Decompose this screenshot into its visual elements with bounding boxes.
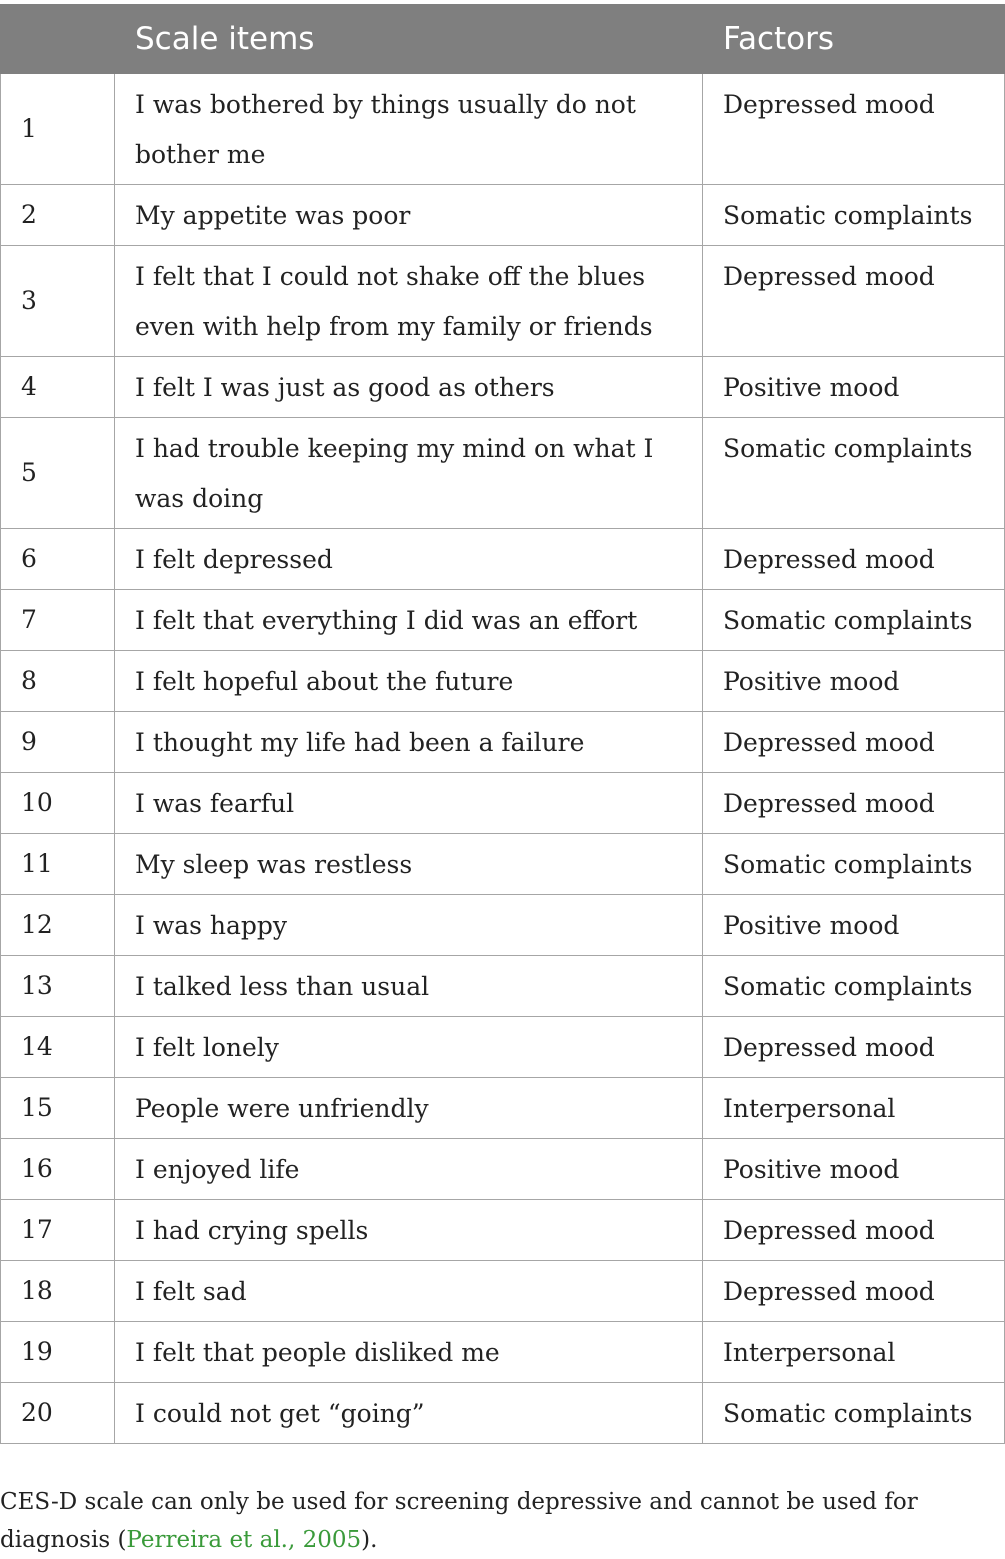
factor-label: Somatic complaints <box>703 1383 1005 1444</box>
factor-label: Positive mood <box>703 357 1005 418</box>
table-row <box>1 74 1005 185</box>
table-row <box>1 773 1005 834</box>
scale-item-text: I felt hopeful about the future <box>115 651 703 712</box>
row-number: 2 <box>1 185 115 246</box>
scale-item-text: I was bothered by things usually do not bother me <box>115 74 703 185</box>
factor-label: Positive mood <box>703 895 1005 956</box>
factor-label: Depressed mood <box>703 1261 1005 1322</box>
scale-item-text: My appetite was poor <box>115 185 703 246</box>
table-row <box>1 357 1005 418</box>
factor-label: Depressed mood <box>703 74 1005 185</box>
factor-label: Depressed mood <box>703 712 1005 773</box>
table-header-row <box>1 5 1005 74</box>
scale-item-text: I thought my life had been a failure <box>115 712 703 773</box>
row-number: 16 <box>1 1139 115 1200</box>
scale-item-text: My sleep was restless <box>115 834 703 895</box>
factor-label: Interpersonal <box>703 1322 1005 1383</box>
row-number: 4 <box>1 357 115 418</box>
citation-link[interactable]: Perreira et al., 2005 <box>126 1527 362 1553</box>
table-row <box>1 895 1005 956</box>
table-body <box>1 74 1005 1444</box>
table-row <box>1 712 1005 773</box>
row-number: 6 <box>1 529 115 590</box>
table-row <box>1 185 1005 246</box>
table-row <box>1 834 1005 895</box>
factor-label: Somatic complaints <box>703 590 1005 651</box>
table-row <box>1 246 1005 357</box>
table-footnote <box>0 1483 1000 1559</box>
factor-label: Depressed mood <box>703 529 1005 590</box>
table-row <box>1 1139 1005 1200</box>
factor-label: Positive mood <box>703 651 1005 712</box>
footnote-suffix: ). <box>361 1527 378 1553</box>
row-number: 9 <box>1 712 115 773</box>
table-row <box>1 590 1005 651</box>
scale-item-text: I felt that I could not shake off the blues even with help from my family or friends <box>115 246 703 357</box>
table-row <box>1 1200 1005 1261</box>
header-number <box>1 5 115 74</box>
scale-item-text: I felt that people disliked me <box>115 1322 703 1383</box>
scale-item-text: I enjoyed life <box>115 1139 703 1200</box>
scale-item-text: I talked less than usual <box>115 956 703 1017</box>
scale-item-text: I felt sad <box>115 1261 703 1322</box>
row-number: 1 <box>1 74 115 185</box>
scale-item-text: I had crying spells <box>115 1200 703 1261</box>
scale-item-text: I felt I was just as good as others <box>115 357 703 418</box>
scale-item-text: I was fearful <box>115 773 703 834</box>
table-row <box>1 956 1005 1017</box>
factor-label: Somatic complaints <box>703 834 1005 895</box>
footnote-text: CES-D scale can only be used for screening depressive and cannot be used for diagnosis ( <box>0 1489 918 1553</box>
factor-label: Somatic complaints <box>703 956 1005 1017</box>
scale-item-text: People were unfriendly <box>115 1078 703 1139</box>
factor-label: Somatic complaints <box>703 418 1005 529</box>
row-number: 8 <box>1 651 115 712</box>
table-row <box>1 1078 1005 1139</box>
header-scale-items: Scale items <box>115 5 703 74</box>
row-number: 5 <box>1 418 115 529</box>
row-number: 3 <box>1 246 115 357</box>
scale-item-text: I felt depressed <box>115 529 703 590</box>
factor-label: Positive mood <box>703 1139 1005 1200</box>
ces-d-scale-table <box>0 4 1005 1444</box>
row-number: 13 <box>1 956 115 1017</box>
table-row <box>1 1383 1005 1444</box>
row-number: 19 <box>1 1322 115 1383</box>
scale-item-text: I felt that everything I did was an effort <box>115 590 703 651</box>
row-number: 7 <box>1 590 115 651</box>
table-row <box>1 1017 1005 1078</box>
table-row <box>1 1261 1005 1322</box>
factor-label: Somatic complaints <box>703 185 1005 246</box>
row-number: 18 <box>1 1261 115 1322</box>
scale-item-text: I was happy <box>115 895 703 956</box>
header-factors: Factors <box>703 5 1005 74</box>
factor-label: Depressed mood <box>703 773 1005 834</box>
factor-label: Depressed mood <box>703 1017 1005 1078</box>
row-number: 11 <box>1 834 115 895</box>
table-row <box>1 651 1005 712</box>
row-number: 20 <box>1 1383 115 1444</box>
row-number: 10 <box>1 773 115 834</box>
row-number: 12 <box>1 895 115 956</box>
table-row <box>1 418 1005 529</box>
row-number: 14 <box>1 1017 115 1078</box>
table-row <box>1 1322 1005 1383</box>
scale-item-text: I felt lonely <box>115 1017 703 1078</box>
factor-label: Interpersonal <box>703 1078 1005 1139</box>
table-row <box>1 529 1005 590</box>
row-number: 15 <box>1 1078 115 1139</box>
row-number: 17 <box>1 1200 115 1261</box>
scale-item-text: I could not get “going” <box>115 1383 703 1444</box>
scale-item-text: I had trouble keeping my mind on what I was doing <box>115 418 703 529</box>
factor-label: Depressed mood <box>703 246 1005 357</box>
factor-label: Depressed mood <box>703 1200 1005 1261</box>
